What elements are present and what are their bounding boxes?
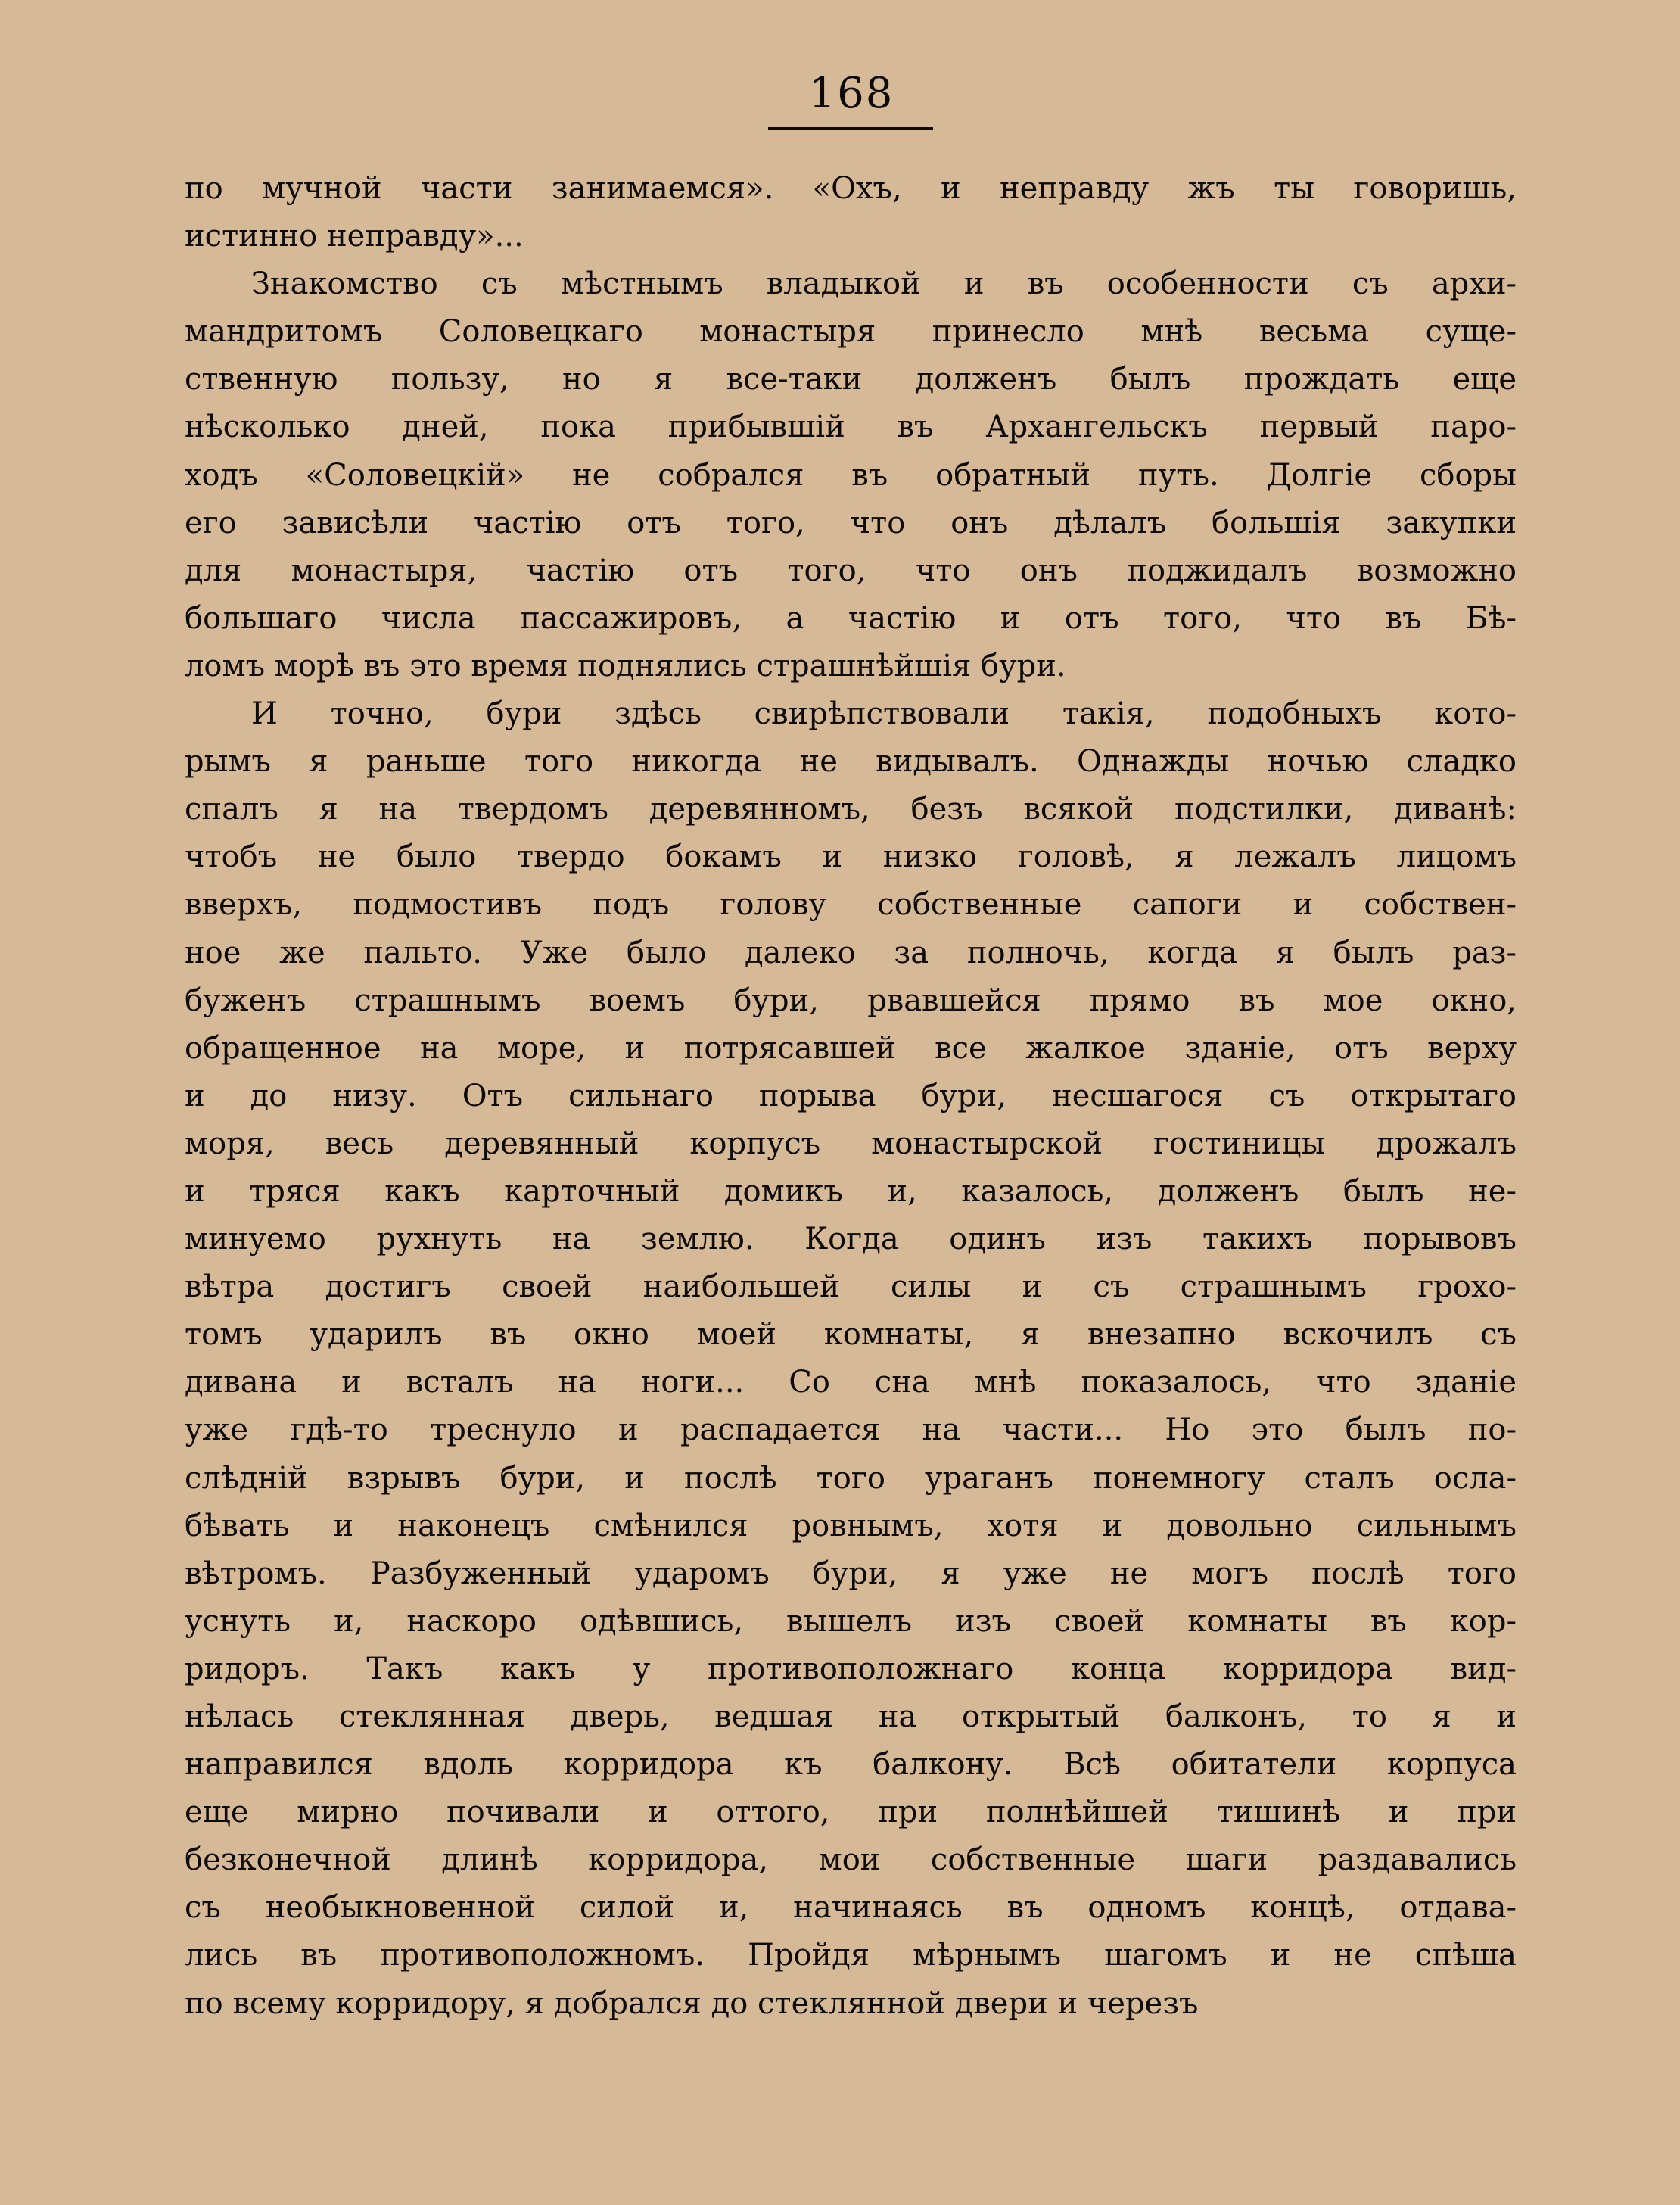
text-line: еще мирно почивали и оттого, при полнѣйшей тишинѣ и при (185, 1795, 1517, 1830)
text-line: мандритомъ Соловецкаго монастыря принесло мнѣ весьма суще- (185, 314, 1517, 350)
text-line: моря, весь деревянный корпусъ монастырской гостиницы дрожалъ (185, 1126, 1517, 1161)
text-line: ственную пользу, но я все-таки долженъ былъ прождать еще (185, 362, 1517, 397)
text-line: И точно, бури здѣсь свирѣпствовали такія, подобныхъ кото- (251, 696, 1517, 732)
text-line: обращенное на море, и потрясавшей все жалкое зданіе, отъ верху (185, 1030, 1517, 1066)
text-line: и тряся какъ карточный домикъ и, казалось, долженъ былъ не- (185, 1173, 1517, 1209)
text-line: истинно неправду»... (185, 219, 524, 254)
text-line: нѣсколько дней, пока прибывшій въ Архангельскъ первый паро- (185, 410, 1517, 445)
text-line: Знакомство съ мѣстнымъ владыкой и въ особенности съ архи- (251, 266, 1517, 302)
page-number: 168 (808, 69, 894, 118)
text-line: лись въ противоположномъ. Пройдя мѣрнымъ шагомъ и не спѣша (185, 1938, 1517, 1973)
text-line: вѣтра достигъ своей наибольшей силы и съ страшнымъ грохо- (185, 1269, 1517, 1305)
text-line: большаго числа пассажировъ, а частію и отъ того, что въ Бѣ- (185, 600, 1517, 636)
text-line: уже гдѣ-то треснуло и распадается на части... Но это былъ по- (185, 1412, 1517, 1448)
text-line: ридоръ. Такъ какъ у противоположнаго конца корридора вид- (185, 1651, 1517, 1686)
text-line: его зависѣли частію отъ того, что онъ дѣлалъ большія закупки (185, 505, 1517, 540)
page-number-rule (768, 127, 933, 130)
text-line: по мучной части занимаемся». «Охъ, и неправду жъ ты говоришь, (185, 171, 1517, 206)
text-line: для монастыря, частію отъ того, что онъ поджидалъ возможно (185, 553, 1517, 588)
text-line: буженъ страшнымъ воемъ бури, рвавшейся прямо въ мое окно, (185, 983, 1517, 1018)
text-line: минуемо рухнуть на землю. Когда одинъ изъ такихъ порывовъ (185, 1222, 1517, 1257)
text-line: ходъ «Соловецкій» не собрался въ обратный путь. Долгіе сборы (185, 457, 1517, 493)
text-line: спалъ я на твердомъ деревянномъ, безъ всякой подстилки, диванѣ: (185, 792, 1517, 827)
text-line: ломъ морѣ въ это время поднялись страшнѣйшія бури. (185, 648, 1066, 684)
text-line: томъ ударилъ въ окно моей комнаты, я внезапно вскочилъ съ (185, 1317, 1517, 1353)
text-line: направился вдоль корридора къ балкону. Всѣ обитатели корпуса (185, 1747, 1517, 1783)
text-line: съ необыкновенной силой и, начинаясь въ одномъ концѣ, отдава- (185, 1890, 1517, 1926)
text-line: нѣлась стеклянная дверь, ведшая на открытый балконъ, то я и (185, 1699, 1517, 1734)
text-line: дивана и всталъ на ноги... Со сна мнѣ показалось, что зданіе (185, 1365, 1517, 1400)
text-line: вверхъ, подмостивъ подъ голову собственные сапоги и собствен- (185, 887, 1517, 923)
text-line: уснуть и, наскоро одѣвшись, вышелъ изъ своей комнаты въ кор- (185, 1603, 1517, 1639)
text-line: рымъ я раньше того никогда не видывалъ. Однажды ночью сладко (185, 744, 1517, 780)
text-line: слѣдній взрывъ бури, и послѣ того ураганъ понемногу сталъ осла- (185, 1460, 1517, 1496)
text-line: чтобъ не было твердо бокамъ и низко головѣ, я лежалъ лицомъ (185, 839, 1517, 875)
text-line: и до низу. Отъ сильнаго порыва бури, несшагося съ открытаго (185, 1078, 1517, 1113)
text-line: вѣтромъ. Разбуженный ударомъ бури, я уже не могъ послѣ того (185, 1556, 1517, 1591)
body-text (185, 165, 1517, 2028)
text-line: бѣвать и наконецъ смѣнился ровнымъ, хотя и довольно сильнымъ (185, 1508, 1517, 1543)
text-line: безконечной длинѣ корридора, мои собственные шаги раздавались (185, 1842, 1517, 1878)
text-line: ное же пальто. Уже было далеко за полночь, когда я былъ раз- (185, 935, 1517, 970)
text-line: по всему корридору, я добрался до стеклянной двери и черезъ (185, 1985, 1199, 2021)
